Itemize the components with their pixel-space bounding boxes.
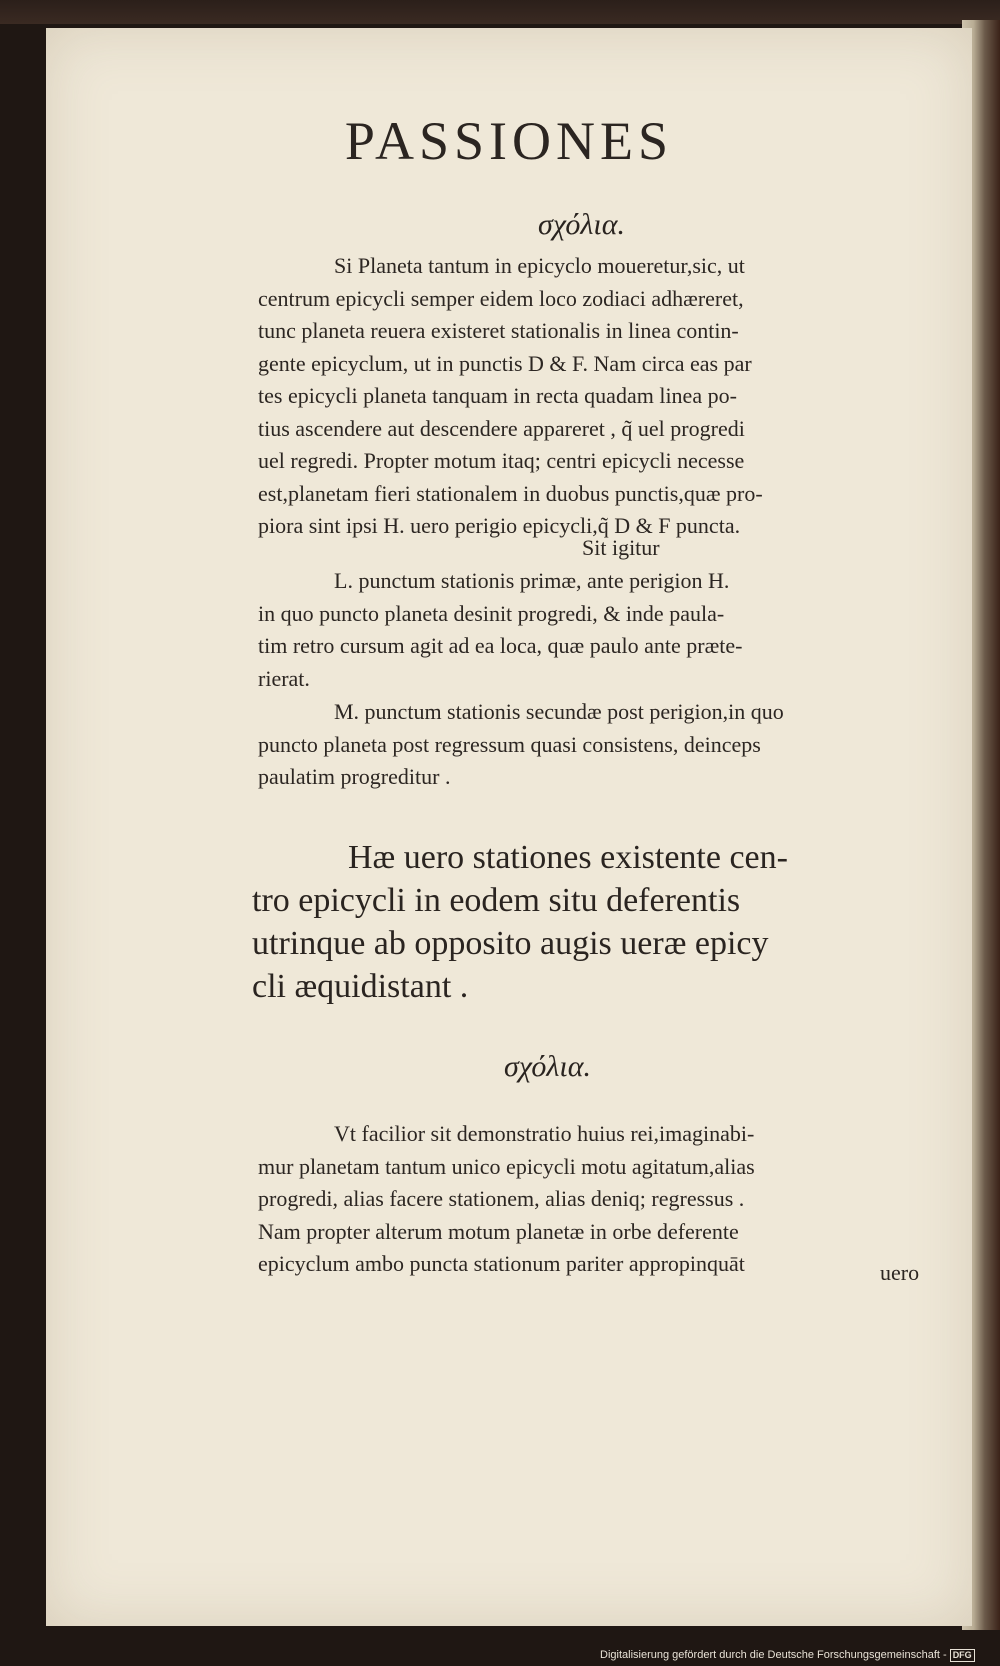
scholia-paragraph-1 [258,250,958,543]
page-header: PASSIONES [344,111,674,171]
scholia-paragraph-2 [258,1118,958,1281]
text-line: mur planetam tantum unico epicycli motu agitatum,alias [258,1153,755,1179]
text-line: epicyclum ambo puncta stationum pariter appropinquāt [258,1251,745,1276]
credit-text: Digitalisierung gefördert durch die Deutsche Forschungsgemeinschaft - [600,1649,947,1661]
text-line: est,planetam fieri stationalem in duobus punctis,quæ pro- [258,480,763,506]
catchword: uero [880,1260,920,1285]
digitization-credit [600,1646,996,1664]
text-line: tro epicycli in eodem situ deferentis [252,882,741,919]
scholia-heading: σχόλια. [538,208,625,241]
text-line: cli æquidistant . [252,968,469,1005]
text-line: piora sint ipsi H. uero perigio epicycli,q̃ D & F puncta. [258,513,741,538]
text-line: Vt facilior sit demonstratio huius rei,imaginabi- [334,1121,755,1146]
text-line: Nam propter alterum motum planetæ in orbe deferente [258,1218,739,1244]
text-line: in quo puncto planeta desinit progredi, & inde paula- [258,600,725,626]
text-line: puncto planeta post regressum quasi consistens, deinceps [258,731,761,757]
book-page [46,28,972,1626]
text-line: uel regredi. Propter motum itaq; centri epicycli necesse [258,448,745,473]
sit-igitur: Sit igitur [582,535,660,560]
text-line: L. punctum stationis primæ, ante perigion H. [334,568,730,593]
text-line: Hæ uero stationes existente cen- [348,839,788,876]
dfg-logo-icon: DFG [950,1649,975,1662]
proposition-text [252,836,972,1008]
text-line: utrinque ab opposito augis ueræ epicy [252,925,769,962]
station-second-paragraph [258,696,958,794]
station-first-paragraph [258,565,958,695]
text-line: rierat. [258,665,310,691]
text-line: tim retro cursum agit ad ea loca, quæ paulo ante præte- [258,633,743,658]
text-line: gente epicyclum, ut in punctis D & F. Nam circa eas par [258,350,752,376]
text-line: tes epicycli planeta tanquam in recta quadam linea po- [258,383,737,408]
text-line: M. punctum stationis secundæ post perigion,in quo [334,699,784,724]
text-line: tius ascendere aut descendere appareret , q̃ uel progredi [258,415,745,441]
text-line: progredi, alias facere stationem, alias deniq; regressus . [258,1186,745,1211]
scholia-heading: σχόλια. [504,1050,591,1083]
binding-top-edge [0,0,1000,24]
text-line: paulatim progreditur . [258,764,451,789]
text-line: centrum epicycli semper eidem loco zodiaci adhæreret, [258,285,744,311]
text-line: Si Planeta tantum in epicyclo moueretur,sic, ut [334,253,745,278]
text-line: tunc planeta reuera existeret stationalis in linea contin- [258,318,739,343]
